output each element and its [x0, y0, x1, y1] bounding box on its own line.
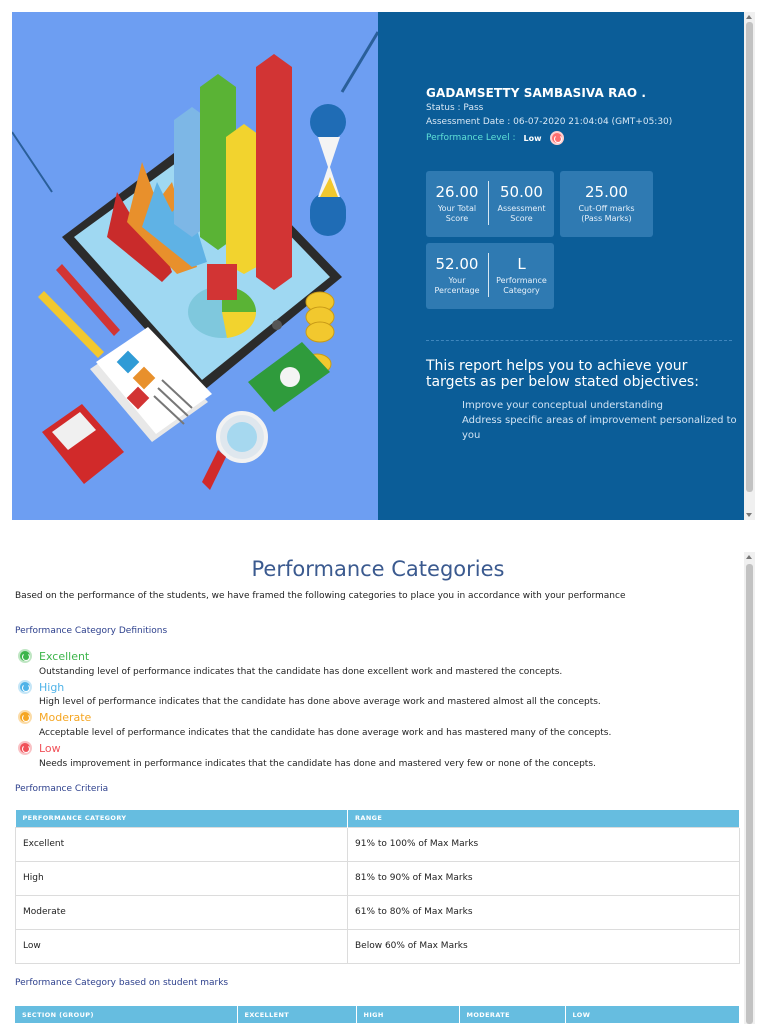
- definition-high: [18, 680, 64, 694]
- candidate-name: GADAMSETTY SAMBASIVA RAO .: [426, 86, 647, 100]
- definition-description: Outstanding level of performance indicates that the candidate has done excellent work and mastered the concepts.: [39, 667, 563, 677]
- column-header: MODERATE: [459, 1006, 565, 1023]
- performance-level: [426, 131, 564, 145]
- definition-excellent: [18, 649, 89, 663]
- scroll-down-arrow-icon[interactable]: [746, 513, 752, 517]
- score-box-cutoff: [560, 171, 653, 237]
- table-row: [16, 861, 740, 895]
- column-header: LOW: [565, 1006, 740, 1023]
- cutoff-marks-label-line2: (Pass Marks): [581, 214, 632, 223]
- criteria-heading: Performance Criteria: [15, 784, 109, 794]
- performance-category-value: L: [517, 255, 526, 273]
- your-percentage: [426, 243, 488, 309]
- category-cell: Excellent: [16, 827, 348, 861]
- objective-item: Improve your conceptual understanding: [462, 400, 663, 411]
- range-cell: 81% to 90% of Max Marks: [348, 861, 740, 895]
- report-panel-scrollbar[interactable]: [744, 12, 755, 520]
- cutoff-marks-label-line1: Cut-Off marks: [578, 204, 635, 213]
- total-score-label-line2: Score: [445, 214, 469, 223]
- cutoff-marks-value: 25.00: [585, 183, 628, 201]
- performance-level-label: Performance Level :: [426, 133, 516, 143]
- page-scrollbar[interactable]: [744, 552, 755, 1024]
- marks-category-table: [15, 1006, 740, 1023]
- scroll-up-arrow-icon[interactable]: [746, 555, 752, 559]
- performance-level-value: Low: [523, 133, 542, 143]
- performance-criteria-table: [15, 810, 740, 964]
- table-row: [16, 929, 740, 963]
- range-cell: 61% to 80% of Max Marks: [348, 895, 740, 929]
- total-score: [426, 171, 488, 237]
- assessment-score-value: 50.00: [500, 183, 543, 201]
- table-row: [16, 895, 740, 929]
- your-percentage-label-line1: Your: [448, 276, 466, 285]
- report-header-panel: [12, 12, 744, 520]
- section-intro: Based on the performance of the students, we have framed the following categories to place you in accordance with your performance: [15, 591, 626, 601]
- scroll-up-arrow-icon[interactable]: [746, 15, 752, 19]
- column-header: EXCELLENT: [237, 1006, 356, 1023]
- excellent-indicator-icon: [18, 649, 32, 663]
- analytics-illustration: [12, 12, 378, 520]
- definition-label: Moderate: [39, 710, 92, 724]
- performance-category-label-line2: Category: [503, 286, 540, 295]
- definition-description: High level of performance indicates that the candidate has done above average work and mastered almost all the concepts.: [39, 697, 601, 707]
- assessment-date: Assessment Date : 06-07-2020 21:04:04 (GMT+05:30): [426, 117, 673, 127]
- total-score-label-line1: Your Total: [437, 204, 477, 213]
- low-indicator-icon: [550, 131, 564, 145]
- category-cell: High: [16, 861, 348, 895]
- definition-label: Low: [39, 741, 61, 755]
- column-header: PERFORMANCE CATEGORY: [16, 810, 348, 827]
- definition-moderate: [18, 710, 91, 724]
- table-row: [16, 827, 740, 861]
- definition-label: Excellent: [39, 649, 90, 663]
- category-cell: Low: [16, 929, 348, 963]
- range-cell: Below 60% of Max Marks: [348, 929, 740, 963]
- category-cell: Moderate: [16, 895, 348, 929]
- section-title: Performance Categories: [251, 557, 505, 581]
- column-header: HIGH: [356, 1006, 459, 1023]
- table-header-row: [16, 810, 740, 827]
- column-header: RANGE: [348, 810, 740, 827]
- score-box-percentage-category: [426, 243, 554, 309]
- moderate-indicator-icon: [18, 710, 32, 724]
- score-box-total-assessment: [426, 171, 554, 237]
- definition-description: Acceptable level of performance indicates that the candidate has done average work and has mastered many of the concepts.: [39, 728, 612, 738]
- performance-categories-section: [0, 545, 768, 1024]
- performance-category: [489, 243, 554, 309]
- table-header-row: [15, 1006, 740, 1023]
- low-indicator-icon: [18, 741, 32, 755]
- assessment-score: [489, 171, 554, 237]
- cutoff-marks: [560, 171, 653, 237]
- definition-description: Needs improvement in performance indicates that the candidate has done and mastered very few or none of the concepts.: [39, 759, 596, 769]
- range-cell: 91% to 100% of Max Marks: [348, 827, 740, 861]
- column-header: SECTION (GROUP): [15, 1006, 237, 1023]
- report-summary-panel: [378, 12, 744, 520]
- objectives-heading: This report helps you to achieve your targets as per below stated objectives:: [426, 358, 699, 390]
- performance-category-label-line1: Performance: [496, 276, 547, 285]
- definition-low: [18, 741, 61, 755]
- total-score-value: 26.00: [435, 183, 479, 201]
- your-percentage-value: 52.00: [435, 255, 479, 273]
- definitions-heading: Performance Category Definitions: [15, 626, 168, 636]
- high-indicator-icon: [18, 680, 32, 694]
- analytics-illustration-image: [12, 12, 378, 520]
- objective-item: Address specific areas of improvement personalized to you: [462, 415, 737, 441]
- scrollbar-thumb[interactable]: [746, 22, 753, 492]
- marks-category-heading: Performance Category based on student marks: [15, 978, 229, 988]
- section-divider: [426, 340, 732, 341]
- definition-label: High: [39, 680, 65, 694]
- assessment-score-label-line1: Assessment: [497, 204, 546, 213]
- your-percentage-label-line2: Percentage: [434, 286, 480, 295]
- assessment-score-label-line2: Score: [510, 214, 533, 223]
- result-status: Status : Pass: [426, 103, 484, 113]
- scrollbar-thumb[interactable]: [746, 564, 753, 1024]
